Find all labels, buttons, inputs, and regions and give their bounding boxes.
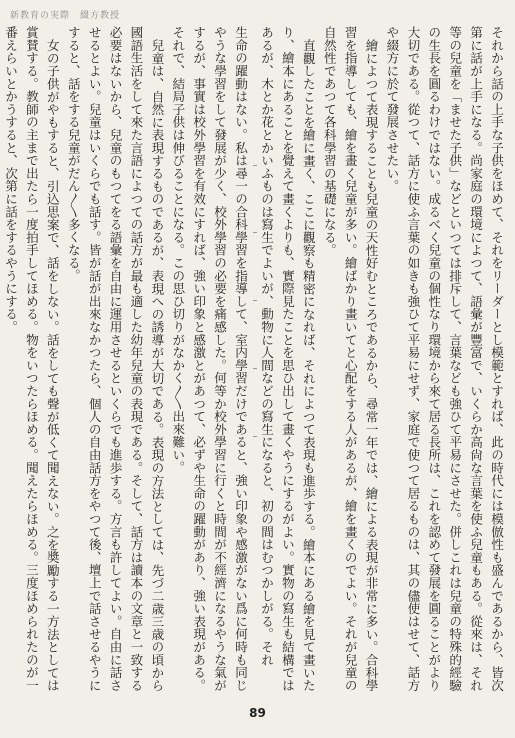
gutter-tick (253, 232, 257, 233)
paragraph: 女の子供がやもすると、引込思案で、話をしない。話をしても聲が低くて聞えない。之を奬勵する一方法としては賞賛する。教師の主まで出たら一度拍手してほめる。物をいつたらほめる。聞えたらほめる。三度ほめられたのが一番えらいとかうすると、次第に話をするやうにする。 (3, 26, 60, 692)
gutter-tick (253, 368, 257, 369)
gutter-tick (253, 300, 257, 301)
paragraph: それから話の上手な子供をほめて、それをリーダーとし模範とすれば、此の時代には模倣性も盛んであるから、皆次第に話が上手になる。尚家庭の環境によつて、語彙が豐富で、いくらか高尙な言葉を使ふ兒童もある。從來は、それ等の兒童を「ませた子供」などといつては排斥して、言葉なども強ひて平易にさせた。併しこれは兒童の特殊的經驗の生長を圓るわけではない。成るべく兒童の個性なり環境から來て居る長所は、これを認めて發展を圓ることがより大切である。從つて、話方に使ふ言葉の如きも強ひて平易にせず、家庭で使つて居るものは、其の儘使はせて、話方や綴方に於て發展させたい。 (384, 26, 504, 692)
page-number: 89 (249, 706, 266, 720)
paragraph: 生命の躍動はない。私は尋一の合科學習を指導して、室内學習だけであると、強い印象や感激がない爲に何時も同じやうな學習をして發展が少く、校外學習の必要を痛感した。何等か校外學習に行くと時間が不經濟になるやうな氣がするが、事實は校外學習を有效にすれば、強い印象と感激とがあつて、必ずや生命の躍動があり、強い表現がある。それで、結局子供は伸びることになる。この思ひ切りがなかく〳〵出來難い。 (170, 26, 248, 692)
paragraph: 繪によつて表現することも兒童の天性好むところであるから、尋常一年では、繪による表現が非常に多い。合科學習を指導しても、繪を畫く兒童が多い。繪ばかり畫いてと心配をする人があるが、繪を畫くのでよい。それが兒童の自然性であつて各科學習の基礎になる。 (321, 26, 379, 692)
paragraph: 直觀したことを繪に畫く、ここに觀察も精密になれば、それによつて表現も進歩する。繪本にある繪を見て畫いたり、繪本にあることを覺えて畫くよりも、實際見たことを思ひ出して畫くやうにするがよい。實物の寫生も結構ではあるが、木とか花とかいふものは寫生でよいが、動物に人間などの寫生になると、初の間はむつかしがる。それ (259, 26, 316, 692)
right-text-column (259, 26, 506, 698)
running-head: 新教育の実際 綴方教授 (10, 11, 121, 21)
gutter-tick (253, 165, 257, 166)
paragraph: 兒童は、自然に表現するものであるが、表現への誘導が大切である。表現の方法としては、先づ二歳三歳の頃から國語生活をして來た言語によつての話方が最も適した幼年兒童の表現である。そして、話方は讀本の文章と一致する必要はないから、兒童のもつてをる語彙を自由に運用させるといくらでも進歩する。方言も許してよい。自由に話させるとよい。兒童はいくらでも話す。皆が話が出來なかつたら、個人の自由話方をやつて後、壇上で話させるやうにすると、話をする兒童がだん〳〵多くなる。 (65, 26, 165, 692)
gutter-tick (253, 436, 257, 437)
left-text-column (3, 26, 250, 698)
